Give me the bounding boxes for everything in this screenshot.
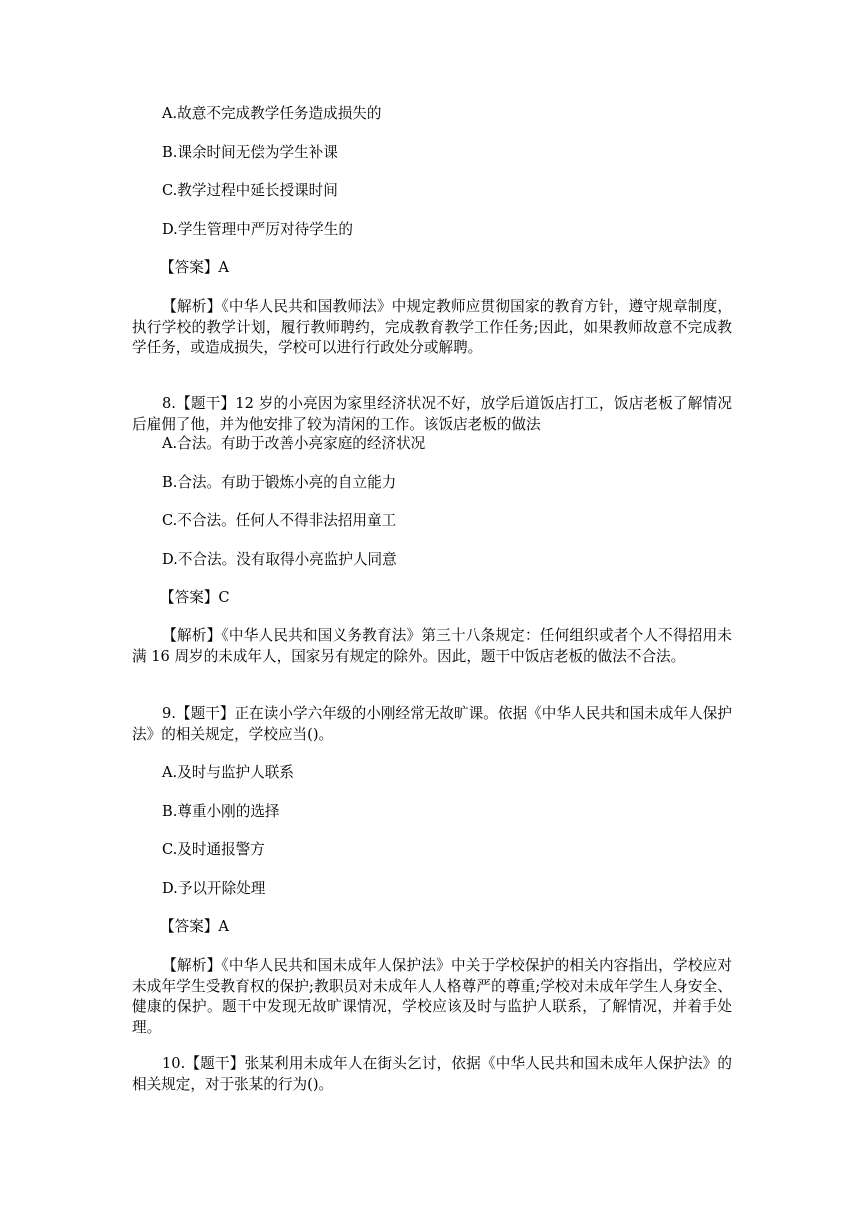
q8-option-d: D.不合法。没有取得小亮监护人同意	[162, 551, 397, 568]
q8-stem-text: 8.【题干】12 岁的小亮因为家里经济状况不好，放学后道饭店打工，饭店老板了解情况后雇佣了他，并为他安排了较为清闲的工作。该饭店老板的做法	[132, 395, 732, 433]
q7-option-d: D.学生管理中严厉对待学生的	[162, 221, 353, 238]
q7-answer: 【答案】A	[160, 259, 229, 276]
q8-option-c: C.不合法。任何人不得非法招用童工	[162, 512, 397, 529]
q8-option-a: A.合法。有助于改善小亮家庭的经济状况	[162, 435, 426, 452]
q9-stem-text: 9.【题干】正在读小学六年级的小刚经常无故旷课。依据《中华人民共和国未成年人保护法》的相关规定，学校应当()。	[132, 705, 732, 743]
q9-analysis-text: 【解析】《中华人民共和国未成年人保护法》中关于学校保护的相关内容指出，学校应对未成年学生受教育权的保护;教职员对未成年人人格尊严的尊重;学校对未成年学生人身安全、健康的保护。题干中发现无故旷课情况，学校应该及时与监护人联系，了解情况，并着手处理。	[132, 957, 732, 1036]
q9-stem	[132, 704, 732, 745]
q8-analysis	[132, 626, 732, 667]
q7-option-b: B.课余时间无偿为学生补课	[162, 144, 338, 161]
q9-option-b: B.尊重小刚的选择	[162, 803, 280, 820]
q8-option-b: B.合法。有助于锻炼小亮的自立能力	[162, 474, 397, 491]
q9-option-a: A.及时与监护人联系	[162, 764, 294, 781]
q9-option-d: D.予以开除处理	[162, 880, 266, 897]
q7-analysis-text: 【解析】《中华人民共和国教师法》中规定教师应贯彻国家的教育方针，遵守规章制度，执行学校的教学计划，履行教师聘约，完成教育教学工作任务;因此，如果教师故意不完成教学任务，或造成损失，学校可以进行行政处分或解聘。	[132, 298, 732, 356]
q8-answer: 【答案】C	[160, 589, 230, 606]
q7-option-a: A.故意不完成教学任务造成损失的	[162, 105, 382, 122]
q10-stem	[132, 1054, 732, 1095]
q9-analysis	[132, 956, 732, 1038]
q7-option-c: C.教学过程中延长授课时间	[162, 182, 338, 199]
q10-stem-text: 10.【题干】张某利用未成年人在街头乞讨，依据《中华人民共和国未成年人保护法》的相关规定，对于张某的行为()。	[132, 1055, 732, 1093]
q8-analysis-text: 【解析】《中华人民共和国义务教育法》第三十八条规定：任何组织或者个人不得招用未满 16 周岁的未成年人，国家另有规定的除外。因此，题干中饭店老板的做法不合法。	[132, 627, 732, 665]
q9-option-c: C.及时通报警方	[162, 841, 265, 858]
q7-analysis	[132, 297, 732, 359]
q8-stem	[132, 394, 732, 435]
q9-answer: 【答案】A	[160, 918, 229, 935]
